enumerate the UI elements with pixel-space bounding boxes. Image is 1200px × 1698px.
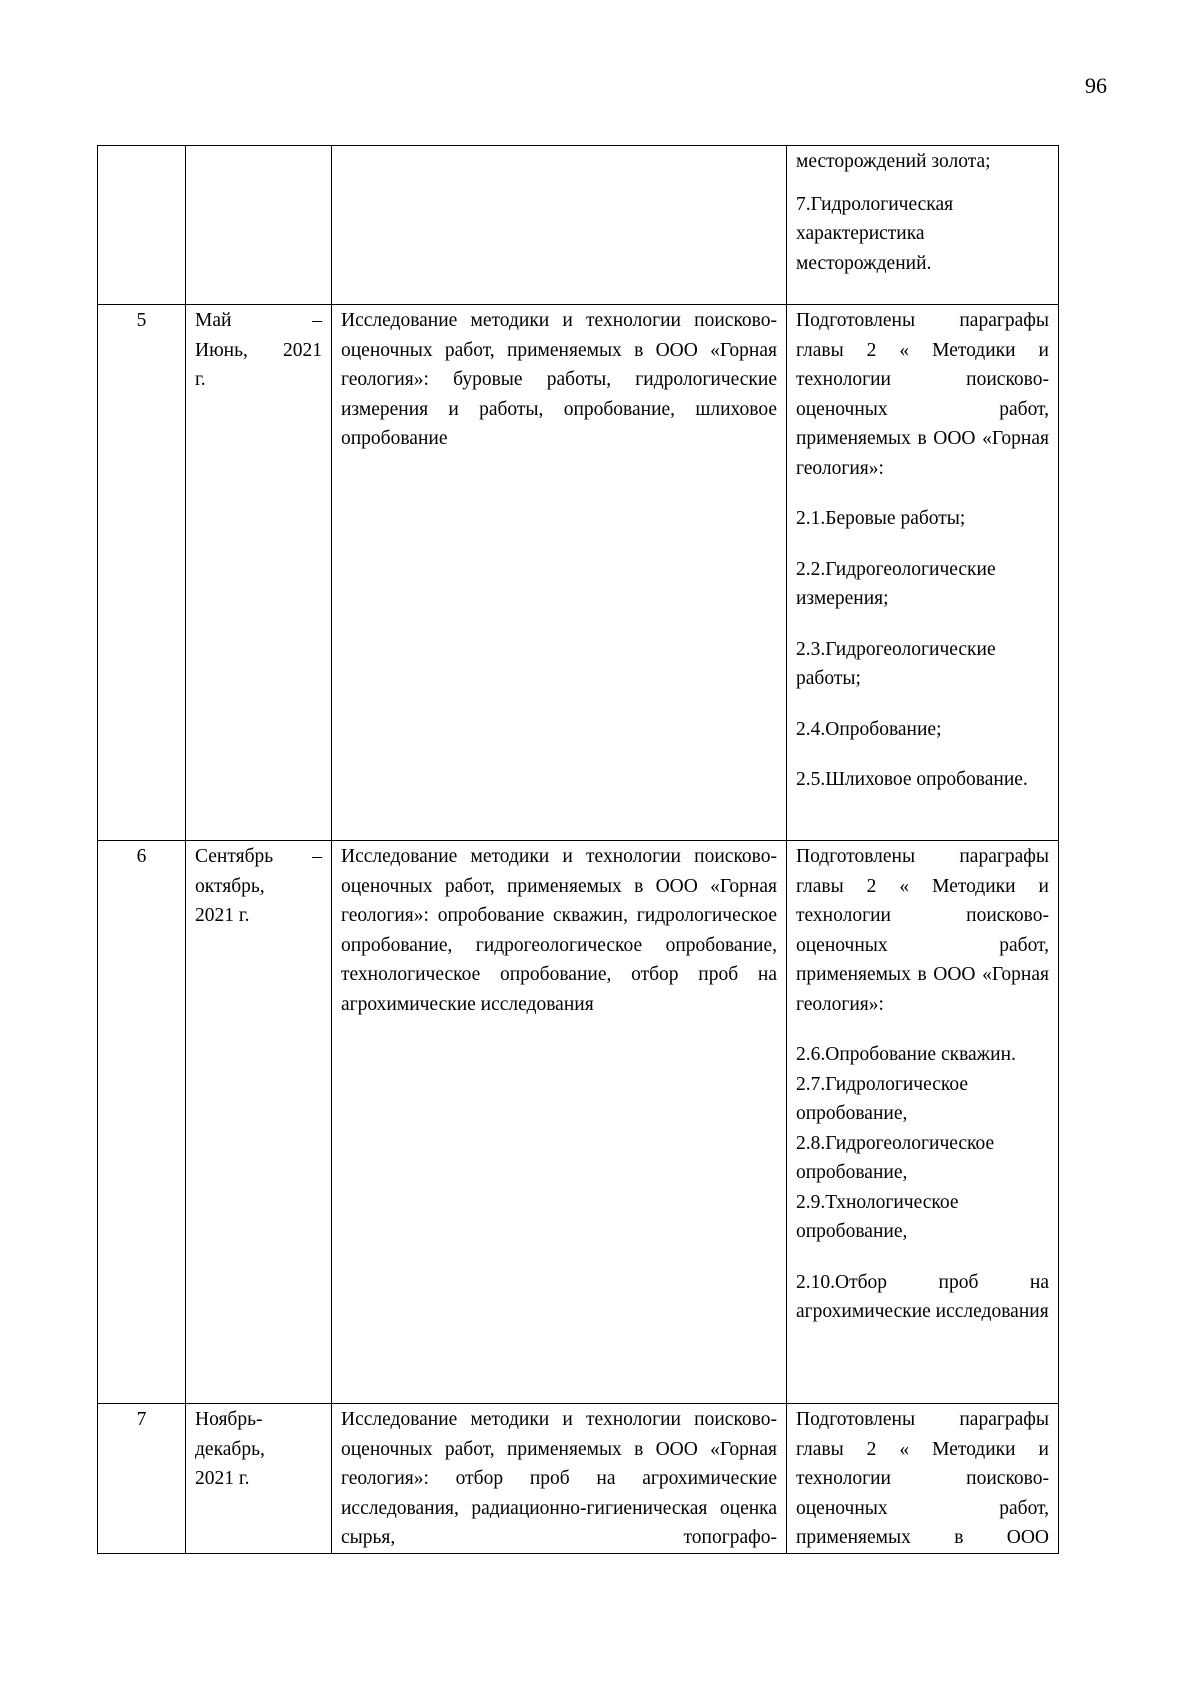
result-item: 2.7.Гидрологическое опробование,	[796, 1073, 969, 1124]
result-item: 2.4.Опробование;	[796, 718, 942, 740]
period-line: октябрь,	[195, 875, 265, 897]
work-text: Исследование методики и технологии поисково-оценочных работ, применяемых в ООО «Горная геология»: отбор проб на агрохимические исследования, радиационно-гигиеническая оценка сырья, топографо-	[341, 1409, 777, 1548]
row-number-cell: 6	[98, 841, 186, 1404]
result-item: 2.2.Гидрогеологические измерения;	[796, 558, 996, 609]
result-intro: Подготовлены параграфы главы 2 « Методики и технологии поисково-оценочных работ, применяемых в ООО «Горная геология»:	[796, 310, 1049, 479]
work-cell: Исследование методики и технологии поисково-оценочных работ, применяемых в ООО «Горная геология»: буровые работы, гидрологические измерения и работы, опробование, шлиховое опробование	[332, 305, 787, 841]
result-item: 2.8.Гидрогеологическое опробование,	[796, 1132, 995, 1183]
period-line: декабрь,	[195, 1438, 265, 1460]
result-continuation: месторождений золота;	[796, 151, 991, 172]
work-cell	[332, 1404, 787, 1554]
result-cell	[787, 841, 1059, 1404]
period-cell	[186, 841, 332, 1404]
result-item: 2.9.Тхнологическое опробование,	[796, 1191, 959, 1242]
page-number: 96	[1085, 73, 1107, 98]
result-intro: Подготовлены параграфы главы 2 « Методики и технологии поисково-оценочных работ, применяемых в ООО «Горная геология»:	[796, 846, 1049, 1015]
result-intro: Подготовлены параграфы главы 2 « Методики и технологии поисково-оценочных работ, применяемых в ООО	[796, 1409, 1049, 1548]
period-line: 2021 г.	[195, 1468, 250, 1489]
period-cell	[186, 1404, 332, 1554]
period-cell	[186, 305, 332, 841]
table-row	[98, 841, 1059, 1404]
table-row	[98, 1404, 1059, 1554]
period-line: Июнь, 2021	[195, 339, 322, 361]
result-item: 2.5.Шлиховое опробование.	[796, 769, 1028, 790]
result-item: 2.3.Гидрогеологические работы;	[796, 638, 996, 689]
row-number-cell	[98, 146, 186, 305]
period-line: Ноябрь-	[195, 1409, 263, 1430]
work-cell	[332, 146, 787, 305]
result-item: 2.6.Опробование скважин.	[796, 1044, 1016, 1065]
work-cell: Исследование методики и технологии поисково-оценочных работ, применяемых в ООО «Горная геология»: опробование скважин, гидрологическое опробование, гидрогеологическое опробование, технологическое опробование, отбор проб на агрохимические исследования	[332, 841, 787, 1404]
period-line: 2021 г.	[195, 905, 250, 926]
result-cell	[787, 146, 1059, 305]
result-item: 2.10.Отбор проб на агрохимические исследования	[796, 1271, 1049, 1322]
work-plan-table	[97, 145, 1059, 1554]
table-row	[98, 305, 1059, 841]
result-item: 7.Гидрологическая характеристика месторождений.	[796, 193, 954, 274]
period-line: Май –	[195, 310, 322, 331]
period-line: г.	[195, 369, 206, 390]
result-cell	[787, 305, 1059, 841]
row-number-cell: 5	[98, 305, 186, 841]
result-item: 2.1.Беровые работы;	[796, 508, 966, 529]
period-line: Сентябрь –	[195, 846, 322, 867]
period-cell	[186, 146, 332, 305]
table-row	[98, 146, 1059, 305]
row-number-cell: 7	[98, 1404, 186, 1554]
result-cell	[787, 1404, 1059, 1554]
